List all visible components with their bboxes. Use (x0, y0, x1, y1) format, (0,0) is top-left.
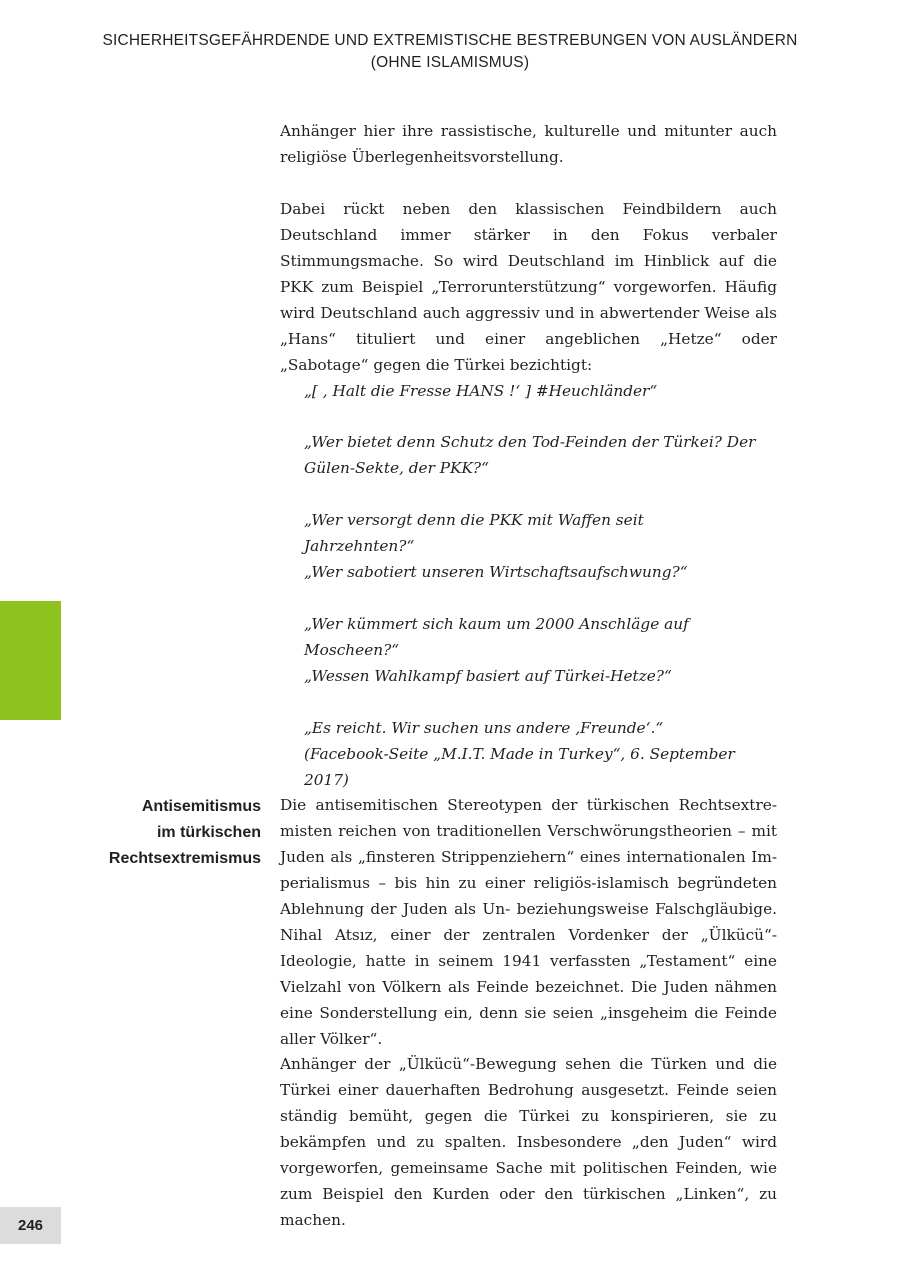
quote-6: „Wessen Wahlkampf basiert auf Türkei-Hetze?“ (304, 667, 672, 685)
page-number: 246 (0, 1207, 61, 1244)
quote-5: „Wer kümmert sich kaum um 2000 Anschläge auf Moscheen?“ (304, 615, 689, 659)
side-heading-line-2: im türkischen (156, 824, 261, 841)
quote-4: „Wer sabotiert unseren Wirtschaftsaufschwung?“ (304, 563, 688, 581)
quote-2: „Wer bietet denn Schutz den Tod-Feinden der Türkei? Der Gülen-Sekte, der PKK?“ (304, 433, 756, 477)
chapter-marker-tab (0, 601, 61, 720)
running-header-line-1: SICHERHEITSGEFÄHRDENDE UND EXTREMISTISCHE BESTREBUNGEN VON AUSLÄNDERN (102, 32, 798, 49)
running-header-line-2: (OHNE ISLAMISMUS) (370, 54, 530, 71)
paragraph-antisemitism: Die antisemitischen Stereotypen der türkischen Rechtsextremisten reichen von traditionellen Verschwörungstheorien – mit Juden als „finsteren Strippenziehern“ eines internationalen Imperialismus – bis hin zu einer religiös-islamisch begründeten Ablehnung der Juden als Un- beziehungsweise Falschgläubige. Nihal Atsız, einer der zentralen Vordenker der „Ülkücü“-Ideologie, hatte in seinem 1941 verfassten „Testament“ eine Vielzahl von Völkern als Feinde bezeichnet. Die Juden nähmen eine Sonderstellung ein, denn sie seien „insgeheim die Feinde aller Völker“. (280, 796, 777, 1048)
quote-1: „[ , Halt die Fresse HANS !‘ ] #Heuchländer“ (304, 382, 658, 400)
quote-7: „Es reicht. Wir suchen uns andere ‚Freunde‘.“ (304, 719, 664, 737)
side-heading-line-3: Rechtsextremismus (108, 850, 261, 867)
quote-source: (Facebook-Seite „M.I.T. Made in Turkey“, 6. September 2017) (304, 745, 735, 789)
paragraph-intro: Anhänger hier ihre rassistische, kulturelle und mitunter auch religiöse Überlegenheitsvorstellung. (280, 122, 777, 166)
paragraph-uelkuecue: Anhänger der „Ülkücü“-Bewegung sehen die Türken und die Türkei einer dauerhaften Bedrohung ausgesetzt. Feinde seien ständig bemüht, gegen die Türkei zu konspirieren, sie zu bekämpfen und zu spalten. Insbesondere „den Juden“ wird vorgeworfen, gemeinsame Sache mit politischen Feinden, wie zum Beispiel den Kurden oder den türkischen „Linken“, zu machen. (280, 1055, 777, 1229)
quote-3: „Wer versorgt denn die PKK mit Waffen seit Jahrzehnten?“ (304, 511, 644, 555)
paragraph-germany: Dabei rückt neben den klassischen Feindbildern auch Deutschland immer stärker in den Fokus verbaler Stimmungsmache. So wird Deutschland im Hinblick auf die PKK zum Beispiel „Terrorunterstützung“ vorgeworfen. Häufig wird Deutschland auch aggressiv und in abwertender Weise als „Hans“ tituliert und einer angeblichen „Hetze“ oder „Sabotage“ gegen die Türkei bezichtigt: (280, 200, 777, 374)
side-heading-antisemitismus (60, 794, 261, 872)
side-heading-line-1: Antisemitismus (141, 798, 261, 815)
running-header (0, 30, 900, 74)
